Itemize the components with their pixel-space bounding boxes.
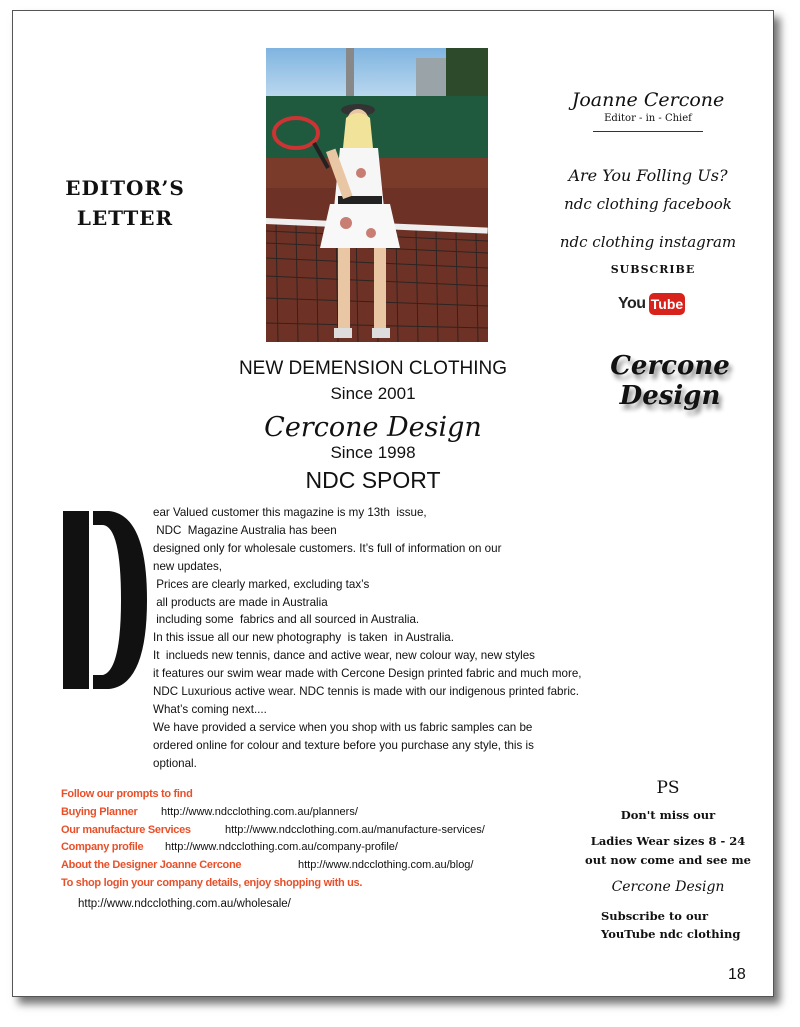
ps-line-2: Ladies Wear sizes 8 - 24 (590, 834, 746, 848)
heading-line-1: EDITOR’S (65, 176, 185, 200)
editor-name: Joanne Cercone (571, 89, 725, 111)
since-2001: Since 2001 (330, 384, 416, 403)
subscribe-label[interactable]: SUBSCRIBE (610, 263, 696, 276)
letter-line: In this issue all our new photography is taken in Australia. (153, 631, 454, 645)
magazine-page (12, 10, 774, 997)
wholesale-link[interactable]: http://www.ndcclothing.com.au/wholesale/ (78, 898, 291, 910)
follow-question: Are You Folling Us? (568, 166, 728, 185)
letter-line: it features our swim wear made with Cercone Design printed fabric and much more, (153, 667, 582, 681)
heading-line-2: LETTER (76, 206, 174, 230)
letter-line: all products are made in Australia (153, 595, 328, 609)
tennis-player-photo (266, 48, 488, 342)
ndc-sport-title: NDC SPORT (305, 467, 441, 493)
letter-line: We have provided a service when you shop with us fabric samples can be (153, 720, 533, 734)
ps-line-3: out now come and see me (585, 853, 751, 867)
ps-youtube-line[interactable]: YouTube ndc clothing (601, 927, 741, 941)
drop-cap (61, 505, 151, 695)
company-profile-link[interactable]: http://www.ndcclothing.com.au/company-profile/ (165, 841, 398, 854)
letter-line: ordered online for colour and texture before you purchase any style, this is (153, 738, 534, 752)
letter-line: optional. (153, 756, 197, 770)
ps-subscribe-line: Subscribe to our (601, 909, 709, 923)
prompts-intro: Follow our prompts to find (61, 788, 193, 800)
about-designer-link[interactable]: http://www.ndcclothing.com.au/blog/ (298, 859, 474, 872)
editor-role: Editor - in - Chief (604, 113, 692, 124)
brand-title: Cercone Design (264, 412, 482, 443)
ps-line-1: Don't miss our (620, 808, 716, 822)
letter-line: new updates, (153, 559, 222, 573)
instagram-link[interactable]: ndc clothing instagram (559, 233, 737, 251)
letter-line: designed only for wholesale customers. It’s full of information on our (153, 541, 502, 555)
shop-login-text: To shop login your company details, enjoy shopping with us. (61, 876, 363, 889)
youtube-you-text: You (618, 295, 646, 312)
company-profile-label: Company profile (61, 841, 144, 854)
letter-line: including some fabrics and all sourced in Australia. (153, 613, 420, 627)
letter-body (153, 504, 643, 773)
editors-letter-heading (65, 173, 185, 233)
brand-signature: Cercone Design (610, 351, 730, 411)
youtube-logo-icon[interactable] (618, 293, 684, 317)
youtube-tube-text: Tube (649, 293, 685, 315)
page-number: 18 (728, 966, 746, 983)
letter-line: ear Valued customer this magazine is my 13th issue, (153, 506, 427, 519)
letter-line: NDC Magazine Australia has been (153, 523, 337, 537)
ps-brand: Cercone Design (611, 879, 725, 895)
about-designer-label: About the Designer Joanne Cercone (61, 859, 242, 872)
company-name: NEW DEMENSION CLOTHING (238, 358, 508, 379)
letter-line: Prices are clearly marked, excluding tax’s (153, 577, 370, 591)
letter-line: NDC Luxurious active wear. NDC tennis is made with our indigenous printed fabric. (153, 685, 579, 699)
manufacture-services-label: Our manufacture Services (61, 823, 191, 836)
buying-planner-label: Buying Planner (61, 805, 138, 818)
letter-line: It inclueds new tennis, dance and active wear, new colour way, new styles (153, 649, 535, 663)
divider (593, 131, 703, 132)
manufacture-services-link[interactable]: http://www.ndcclothing.com.au/manufacture-services/ (225, 823, 485, 836)
letter-line: What’s coming next.... (153, 702, 267, 716)
facebook-link[interactable]: ndc clothing facebook (564, 195, 732, 213)
buying-planner-link[interactable]: http://www.ndcclothing.com.au/planners/ (161, 805, 358, 818)
prompts-section (61, 786, 581, 893)
since-1998: Since 1998 (330, 443, 416, 462)
ps-title: PS (656, 778, 680, 798)
